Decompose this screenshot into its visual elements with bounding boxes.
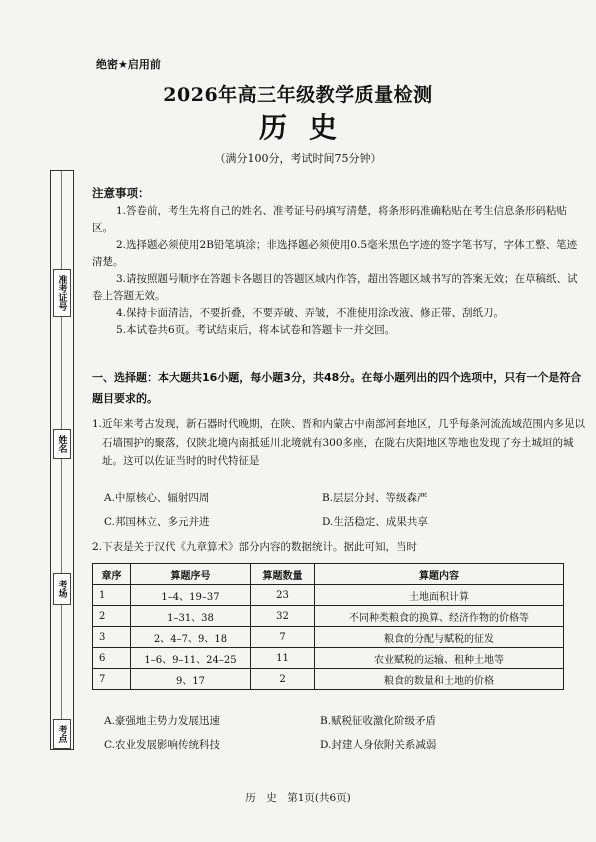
table-cell: 11 <box>251 648 315 669</box>
table-cell: 2 <box>93 606 131 627</box>
table-row <box>93 627 564 648</box>
table-cell: 1–4、19–37 <box>131 585 251 606</box>
table-cell: 1–31、38 <box>131 606 251 627</box>
strip-divider <box>61 459 62 573</box>
q2-option-a[interactable]: A.豪强地主势力发展迅速 <box>104 715 220 727</box>
question-1-stem: 1.近年来考古发现，新石器时代晚期，在陕、晋和内蒙古中南部河套地区，几乎每条河流流域范围内多见以石墙围护的聚落，仅陕北境内南抵延川北境就有300多座，在陇右庆阳地区等地也发现了夯土城垣的城址。这可以佐证当时的时代特征是 <box>92 418 586 467</box>
table-cell: 土地面积计算 <box>315 585 564 606</box>
confidential-label: 绝密★启用前 <box>96 58 161 71</box>
score-time-line: （满分100分，考试时间75分钟） <box>214 152 382 165</box>
subject-title: 历史 <box>258 111 359 144</box>
q1-option-c[interactable]: C.邦国林立、多元并进 <box>104 516 210 528</box>
table-header: 算题数量 <box>251 564 315 585</box>
table-cell: 不同种类粮食的换算、经济作物的价格等 <box>315 606 564 627</box>
q2-option-b[interactable]: B.赋税征收激化阶级矛盾 <box>320 715 437 727</box>
strip-divider <box>61 317 62 429</box>
q1-option-b[interactable]: B.层层分封、等级森严 <box>322 492 428 504</box>
math-classic-table <box>92 563 564 690</box>
table-cell: 2 <box>251 669 315 690</box>
q2-option-c[interactable]: C.农业发展影响传统科技 <box>104 739 220 751</box>
table-header: 算题内容 <box>315 564 564 585</box>
table-cell: 32 <box>251 606 315 627</box>
table-cell: 3 <box>93 627 131 648</box>
strip-label-name: 姓名 <box>53 429 71 459</box>
notes-heading: 注意事项： <box>92 186 150 200</box>
strip-divider <box>61 605 62 719</box>
table-cell: 粮食的数量和土地的价格 <box>315 669 564 690</box>
table-header-row <box>93 564 564 585</box>
strip-label-exam-number: 准考证号 <box>53 269 71 317</box>
table-header: 章序 <box>93 564 131 585</box>
page-footer: 历 史 第1页(共6页) <box>245 792 351 804</box>
table-cell: 农业赋税的运输、租种土地等 <box>315 648 564 669</box>
note-item: 1.答卷前，考生先将自己的姓名、准考证号码填写清楚，将条形码准确粘贴在考生信息条形码粘贴区。 <box>92 205 568 234</box>
note-item: 2.选择题必须使用2B铅笔填涂；非选择题必须使用0.5毫米黑色字迹的签字笔书写，字体工整、笔迹清楚。 <box>92 239 578 268</box>
note-item: 4.保持卡面清洁，不要折叠，不要弄破、弄皱，不准使用涂改液、修正带、刮纸刀。 <box>116 307 505 319</box>
table-cell: 23 <box>251 585 315 606</box>
table-cell: 2、4–7、9、18 <box>131 627 251 648</box>
table-row <box>93 585 564 606</box>
table-cell: 1–6、9–11、24–25 <box>131 648 251 669</box>
table-cell: 9、17 <box>131 669 251 690</box>
table-cell: 7 <box>93 669 131 690</box>
binding-strip <box>50 170 74 750</box>
exam-title: 2026年高三年级教学质量检测 <box>163 84 433 106</box>
table-cell: 7 <box>251 627 315 648</box>
note-item: 5.本试卷共6页。考试结束后，将本试卷和答题卡一并交回。 <box>116 324 396 336</box>
q2-option-d[interactable]: D.封建人身依附关系减弱 <box>320 739 437 751</box>
strip-label-exam-site: 考点 <box>53 719 71 749</box>
table-header: 算题序号 <box>131 564 251 585</box>
note-item: 3.请按照题号顺序在答题卡各题目的答题区域内作答，超出答题区域书写的答案无效；在草稿纸、试卷上答题无效。 <box>92 273 578 302</box>
section-title: 一、选择题：本大题共16小题，每小题3分，共48分。在每小题列出的四个选项中，只有一个是符合题目要求的。 <box>92 371 582 405</box>
table-cell: 6 <box>93 648 131 669</box>
strip-divider <box>61 171 62 269</box>
q1-option-a[interactable]: A.中原核心、辐射四周 <box>104 492 210 504</box>
table-cell: 粮食的分配与赋税的征发 <box>315 627 564 648</box>
table-cell: 1 <box>93 585 131 606</box>
table-row <box>93 669 564 690</box>
table-row <box>93 606 564 627</box>
question-2-stem: 2.下表是关于汉代《九章算术》部分内容的数据统计。据此可知，当时 <box>92 541 418 553</box>
strip-label-exam-room: 考场 <box>53 573 71 605</box>
q1-option-d[interactable]: D.生活稳定、成果共享 <box>322 516 428 528</box>
table-row <box>93 648 564 669</box>
